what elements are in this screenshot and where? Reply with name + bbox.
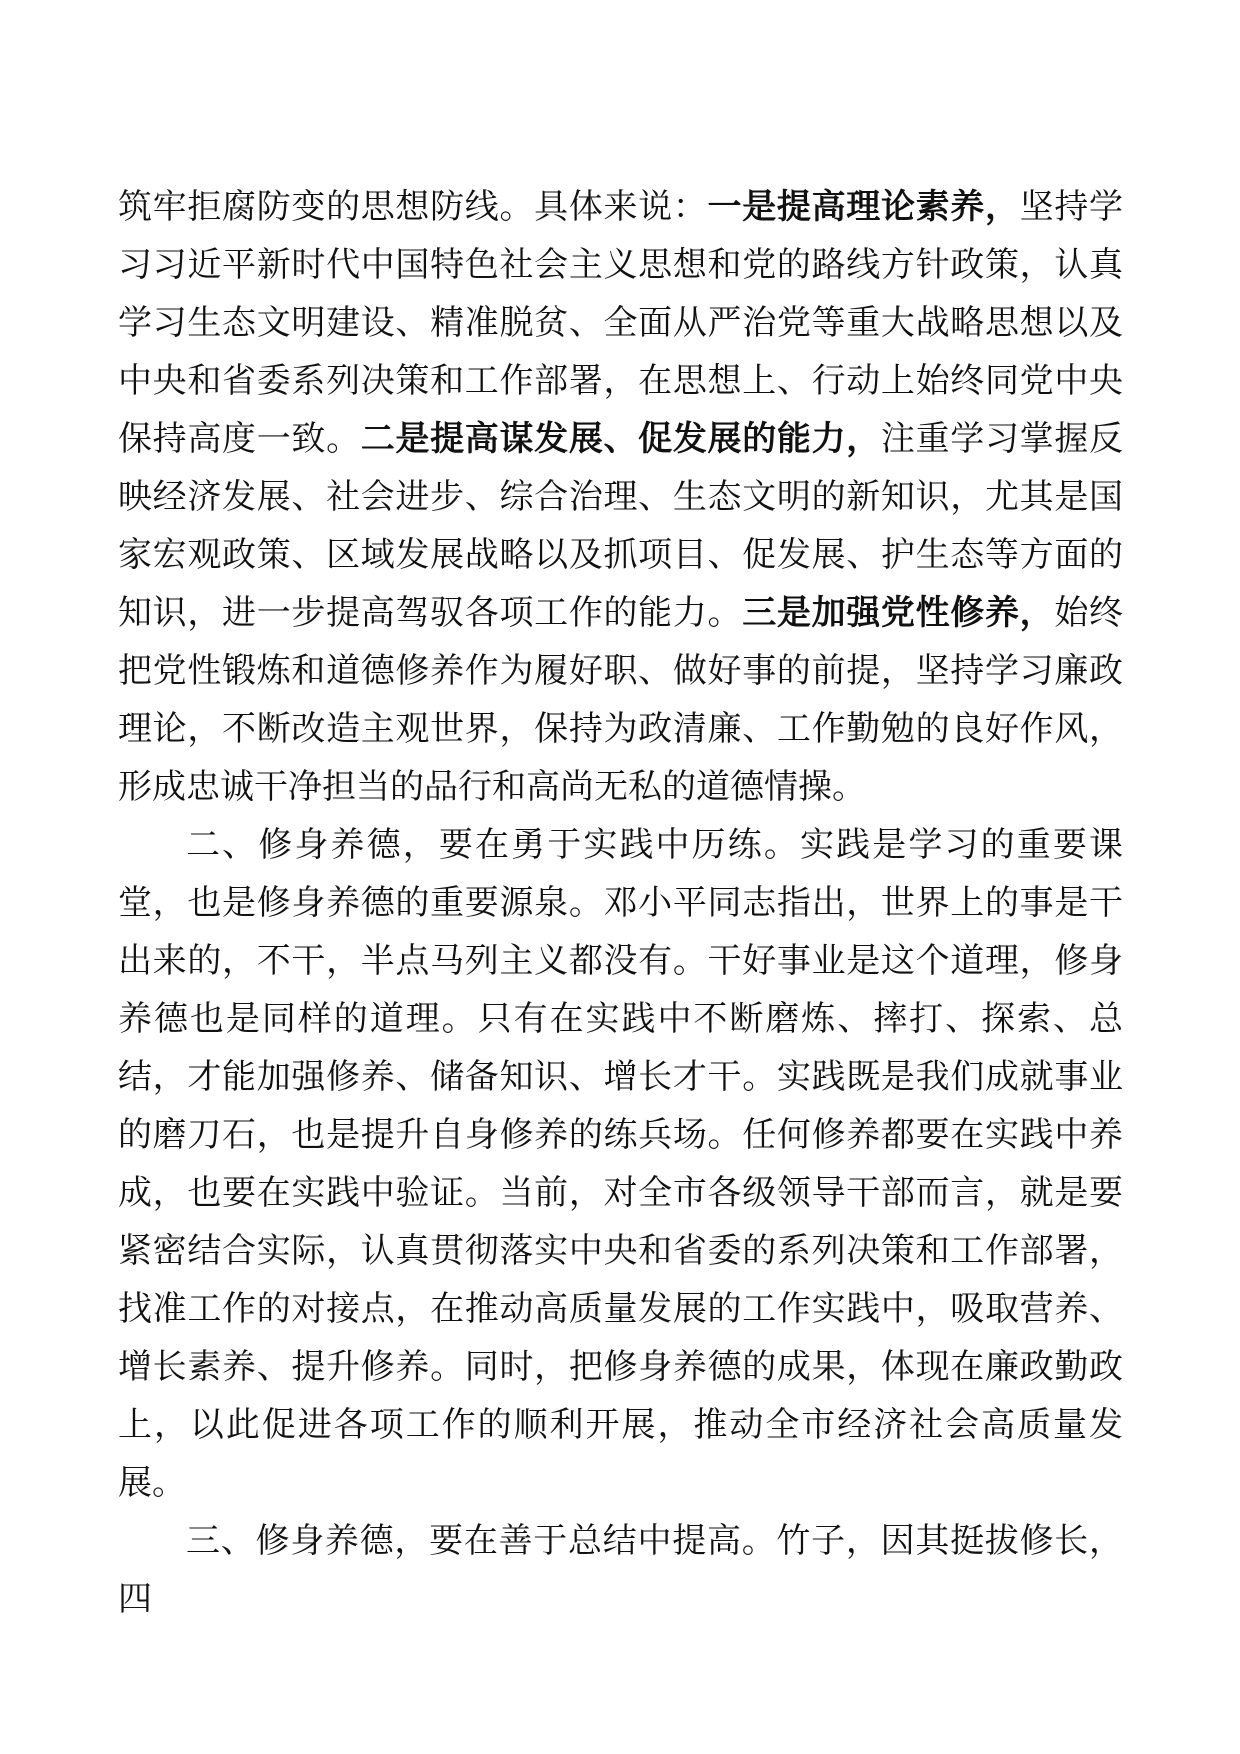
paragraph-1 [118,178,1123,816]
paragraph-2: 二、修身养德，要在勇于实践中历练。实践是学习的重要课堂，也是修身养德的重要源泉。邓小平同志指出，世界上的事是干出来的，不干，半点马列主义都没有。干好事业是这个道理，修身养德也是同样的道理。只有在实践中不断磨炼、摔打、探索、总结，才能加强修养、储备知识、增长才干。实践既是我们成就事业的磨刀石，也是提升自身修养的练兵场。任何修养都要在实践中养成，也要在实践中验证。当前，对全市各级领导干部而言，就是要紧密结合实际，认真贯彻落实中央和省委的系列决策和工作部署， 找准工作的对接点，在推动高质量发展的工作实践中，吸取营养、增长素养、提升修养。同时，把修身养德的成果，体现在廉政勤政上，以此促进各项工作的顺利开展，推动全市经济社会高质量发展。 [118,825,1123,1503]
paragraph-1-segment: 筑牢拒腐防变的思想防线。具体来说： [118,187,708,227]
document-page [118,178,1123,1628]
paragraph-1-bold-heading-3: 三是加强党性修养， [742,593,1055,633]
paragraph-1-segment: 坚持学习习近平新时代中国特色社会主义思想和党的路线方针政策，认真学习生态文明建设、精准脱贫、全面从严治党等重大战略思想以及中央和省委系列决策和工作部署，在思想上、行动上始终同党中央保持高度一致。 [118,187,1124,459]
paragraph-1-bold-heading-1: 一是提高理论素养， [707,187,1020,227]
paragraph-1-segment: 始终把党性锻炼和道德修养作为履好职、做好事的前提，坚持学习廉政理论，不断改造主观世界，保持为政清廉、工作勤勉的良好作风，形成忠诚干净担当的品行和高尚无私的道德情操。 [118,593,1124,807]
paragraph-1-bold-heading-2: 二是提高谋发展、促发展的能力， [360,419,881,459]
paragraph-1-segment: 注重学习掌握反映经济发展、社会进步、综合治理、生态文明的新知识，尤其是国家宏观政策、区域发展战略以及抓项目、促发展、护生态等方面的知识，进一步提高驾驭各项工作的能力。 [118,419,1124,633]
paragraph-3: 三、修身养德，要在善于总结中提高。竹子，因其挺拔修长，四 [118,1521,1123,1619]
